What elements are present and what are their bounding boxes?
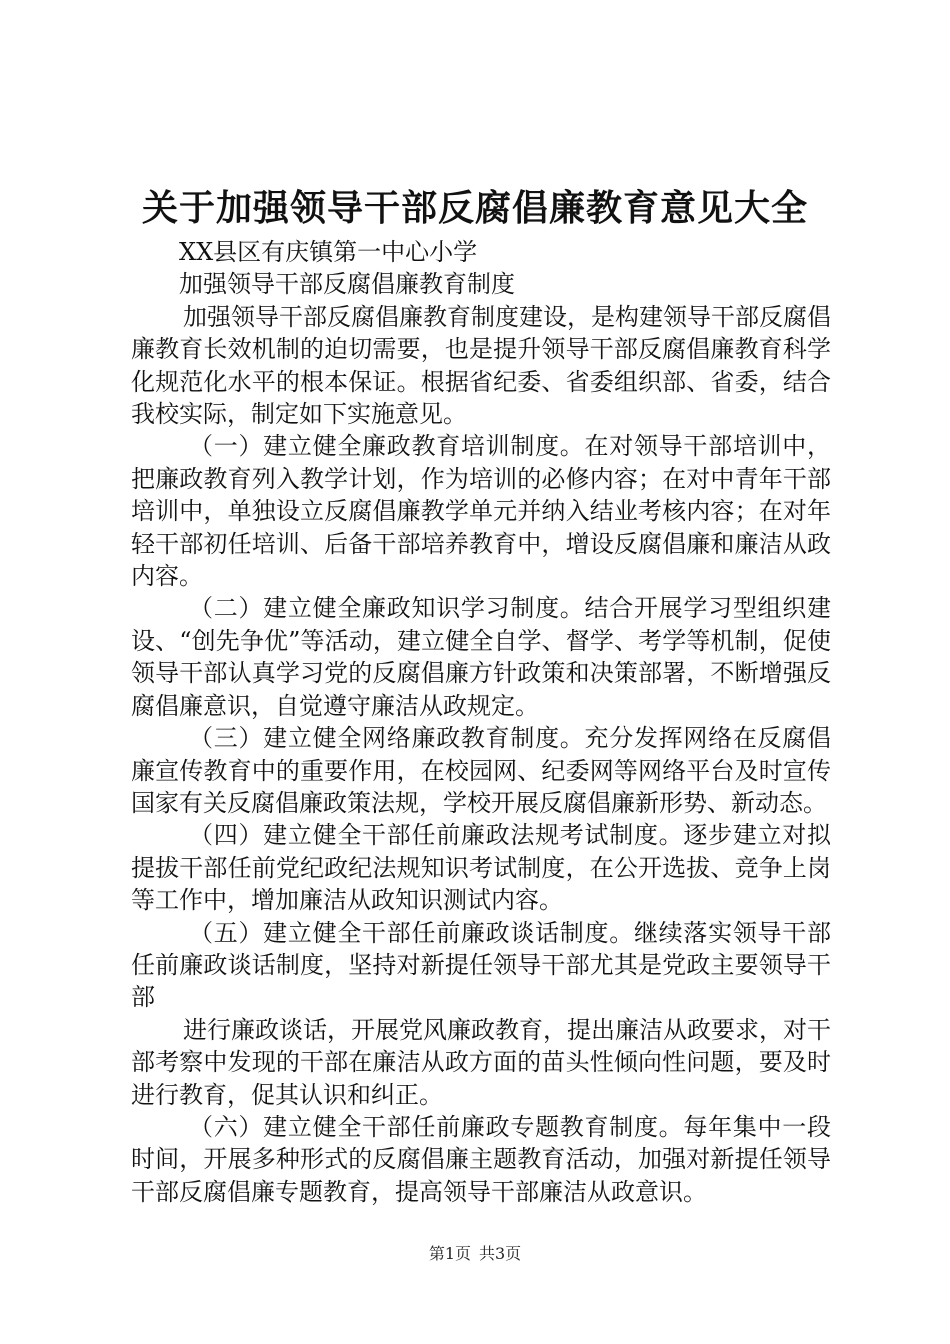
- section-paragraph: （六）建立健全干部任前廉政专题教育制度。每年集中一段时间，开展多种形式的反腐倡廉主题教育活动，加强对新提任领导干部反腐倡廉专题教育，提高领导干部廉洁从政意识。: [131, 1112, 831, 1206]
- document-subtitle: 加强领导干部反腐倡廉教育制度: [179, 270, 515, 299]
- document-title: 关于加强领导干部反腐倡廉教育意见大全: [141, 187, 808, 229]
- document-body: [131, 236, 831, 1208]
- intro-paragraph: 加强领导干部反腐倡廉教育制度建设，是构建领导干部反腐倡廉教育长效机制的迫切需要，也是提升领导干部反腐倡廉教育科学化规范化水平的根本保证。根据省纪委、省委组织部、省委，结合我校实际，制定如下实施意见。: [131, 302, 831, 429]
- continuation-paragraph: 进行廉政谈话，开展党风廉政教育，提出廉洁从政要求，对干部考察中发现的干部在廉洁从政方面的苗头性倾向性问题，要及时进行教育，促其认识和纠正。: [131, 1015, 831, 1109]
- page-total: 共3页: [479, 1244, 522, 1263]
- page-footer: [0, 1243, 950, 1265]
- page-number: 第1页: [428, 1244, 471, 1263]
- section-paragraph: （三）建立健全网络廉政教育制度。充分发挥网络在反腐倡廉宣传教育中的重要作用，在校园网、纪委网等网络平台及时宣传国家有关反腐倡廉政策法规，学校开展反腐倡廉新形势、新动态。: [131, 724, 831, 817]
- section-paragraph: （四）建立健全干部任前廉政法规考试制度。逐步建立对拟提拔干部任前党纪政纪法规知识考试制度，在公开选拔、竞争上岗等工作中，增加廉洁从政知识测试内容。: [131, 821, 831, 915]
- school-name: XX县区有庆镇第一中心小学: [179, 238, 478, 266]
- section-paragraph: （一）建立健全廉政教育培训制度。在对领导干部培训中，把廉政教育列入教学计划，作为培训的必修内容；在对中青年干部培训中，单独设立反腐倡廉教学单元并纳入结业考核内容；在对年轻干部初任培训、后备干部培养教育中，增设反腐倡廉和廉洁从政内容。: [131, 432, 831, 591]
- section-paragraph: （二）建立健全廉政知识学习制度。结合开展学习型组织建设、“创先争优”等活动，建立健全自学、督学、考学等机制，促使领导干部认真学习党的反腐倡廉方针政策和决策部署，不断增强反腐倡廉意识，自觉遵守廉洁从政规定。: [131, 594, 831, 720]
- section-paragraph: （五）建立健全干部任前廉政谈话制度。继续落实领导干部任前廉政谈话制度，坚持对新提任领导干部尤其是党政主要领导干部: [131, 918, 831, 1012]
